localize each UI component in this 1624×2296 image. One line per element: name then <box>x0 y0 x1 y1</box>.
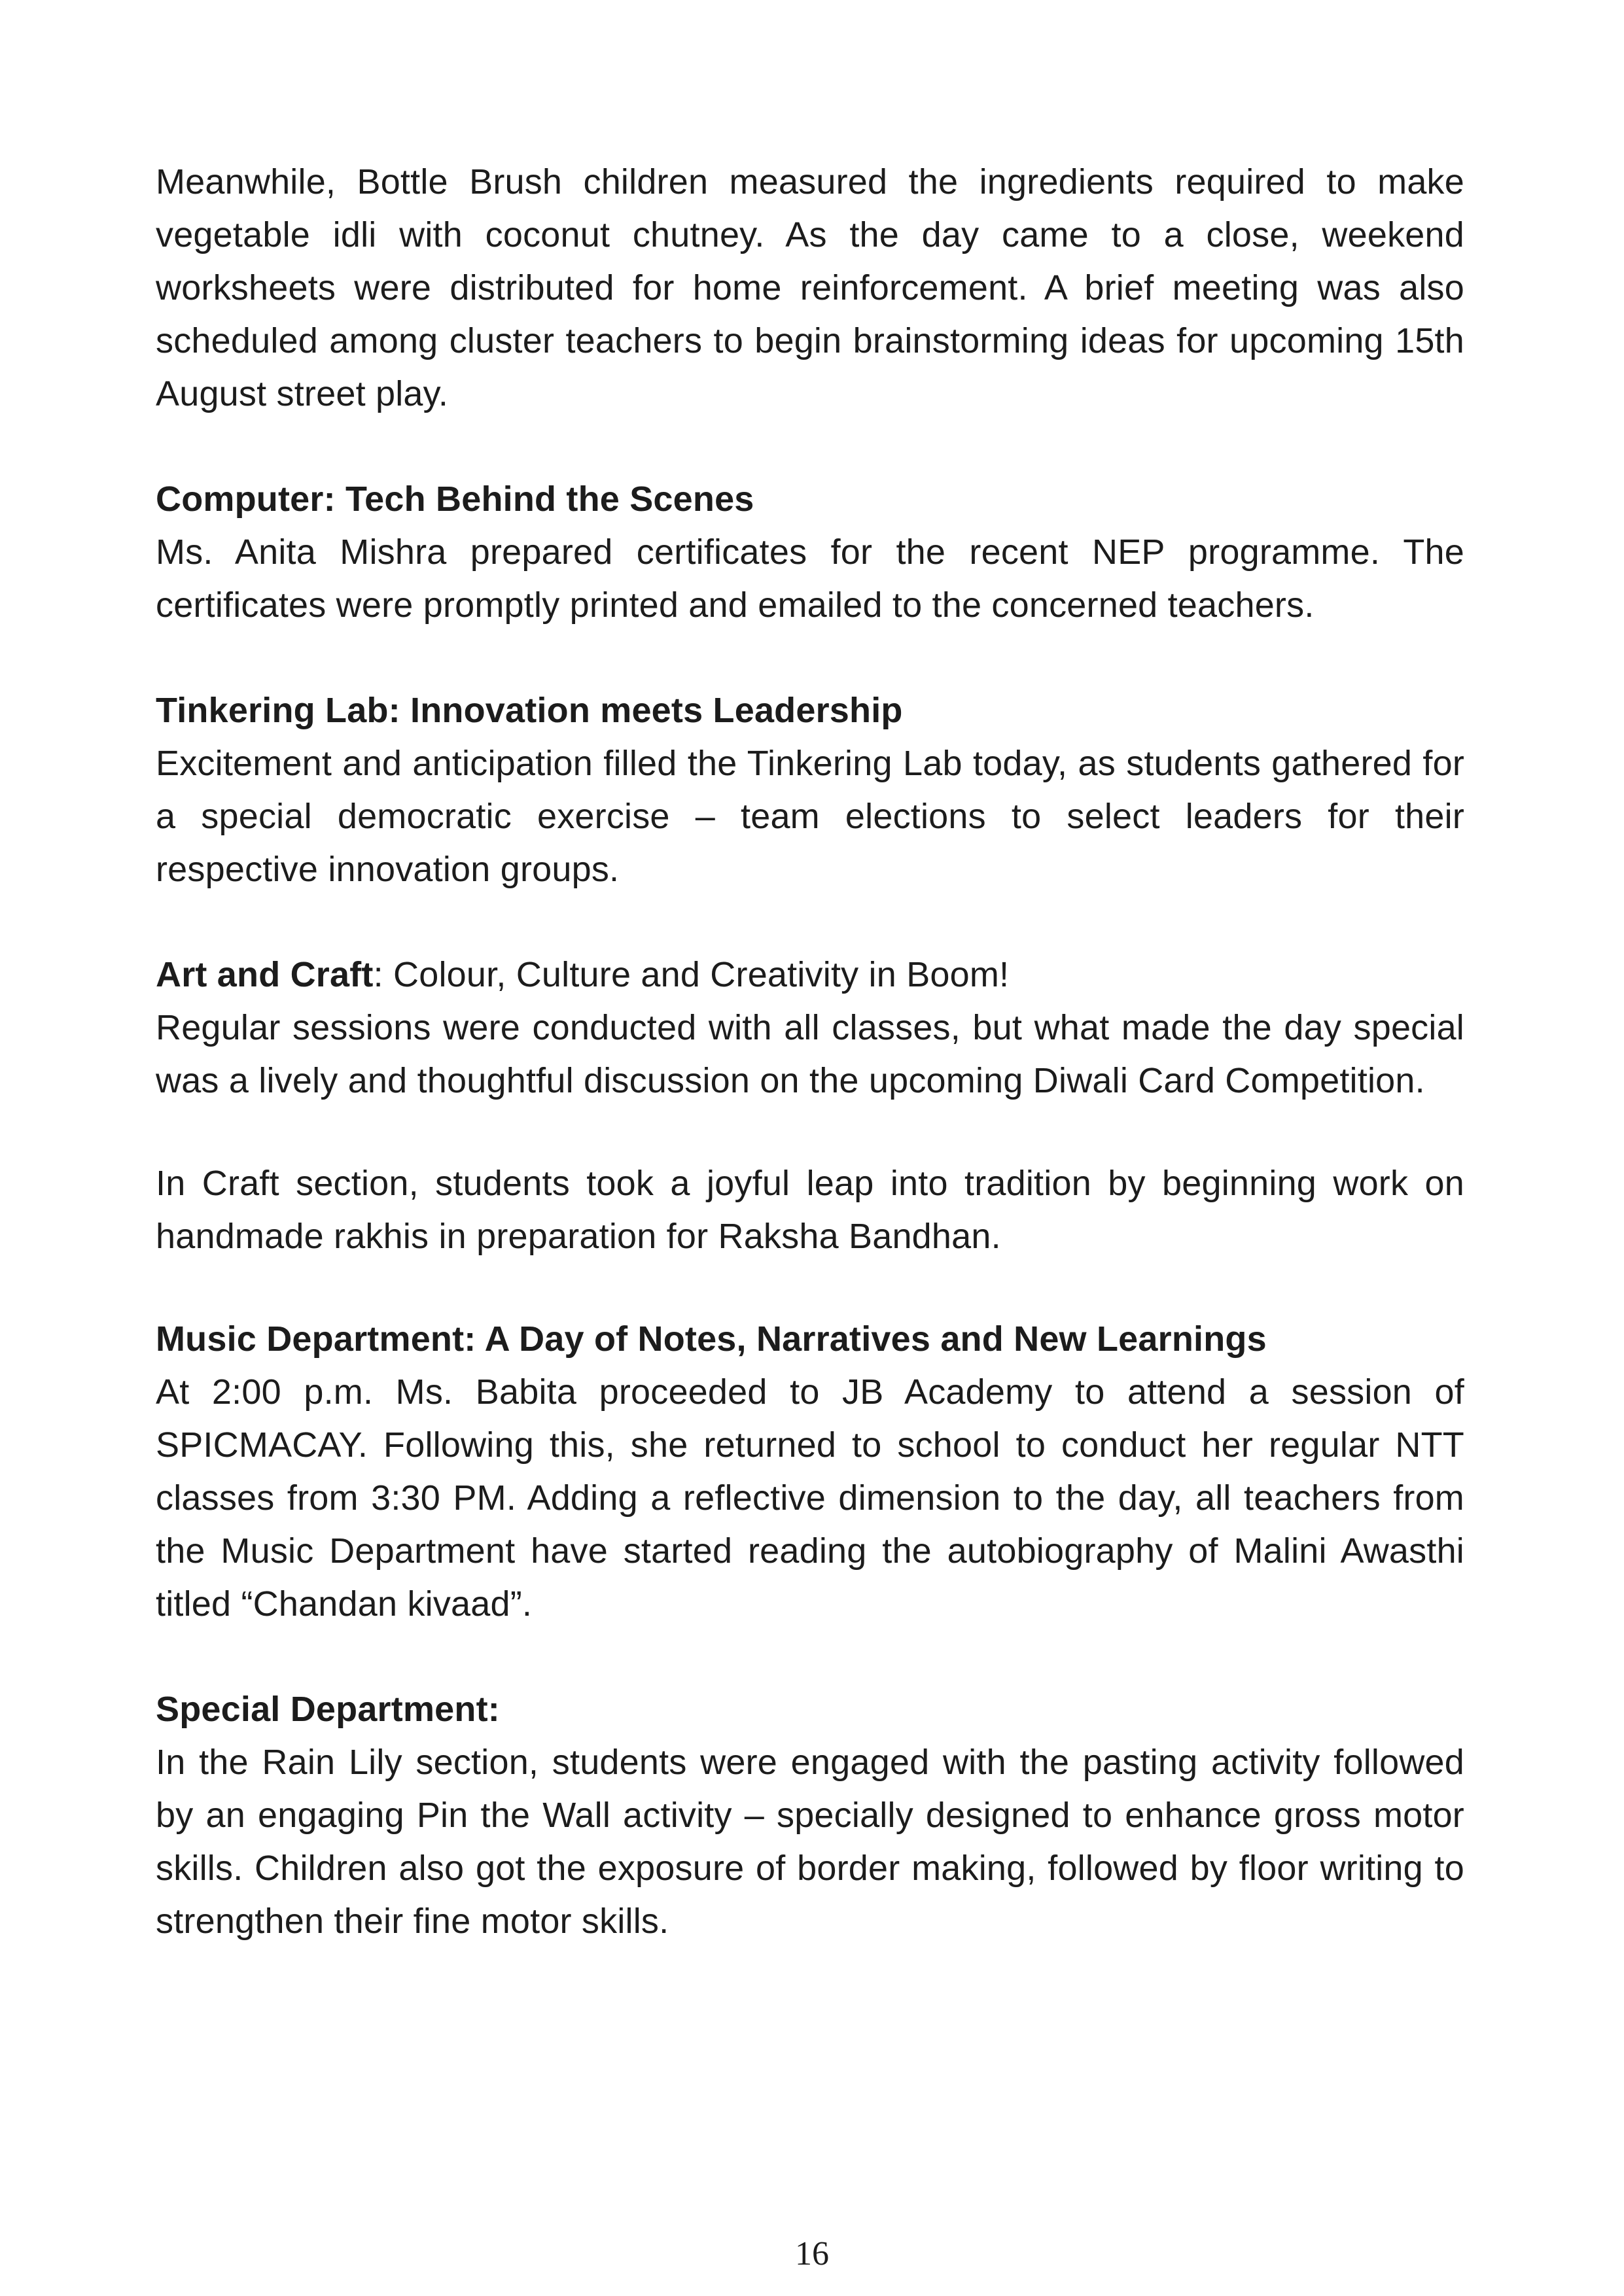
section-heading: Computer: Tech Behind the Scenes <box>156 479 754 519</box>
body-paragraph: Ms. Anita Mishra prepared certificates for the recent NEP programme. The certificates were promptly printed and emailed to the concerned teachers. <box>156 532 1464 625</box>
section-art-and-craft <box>156 948 1464 1107</box>
section-heading <box>156 948 1464 1001</box>
page-content <box>156 156 1464 2000</box>
body-paragraph: In the Rain Lily section, students were engaged with the pasting activity followed by an engaging Pin the Wall activity – specially designed to enhance gross motor skills. Children also got the exposure of border making, followed by floor writing to strengthen their fine motor skills. <box>156 1743 1464 1941</box>
body-paragraph: In Craft section, students took a joyful leap into tradition by beginning work on handmade rakhis in preparation for Raksha Bandhan. <box>156 1164 1464 1256</box>
body-paragraph: Excitement and anticipation filled the Tinkering Lab today, as students gathered for a special democratic exercise – team elections to select leaders for their respective innovation groups. <box>156 744 1464 889</box>
section-heading: Tinkering Lab: Innovation meets Leadership <box>156 691 903 730</box>
section-heading-rest: : Colour, Culture and Creativity in Boom! <box>373 955 1010 994</box>
body-paragraph: Regular sessions were conducted with all classes, but what made the day special was a lively and thoughtful discussion on the upcoming Diwali Card Competition. <box>156 1008 1464 1100</box>
section-computer <box>156 473 1464 632</box>
section-special-department <box>156 1683 1464 1948</box>
section-heading: Special Department: <box>156 1690 500 1729</box>
page-number: 16 <box>795 2235 829 2272</box>
section-tinkering-lab <box>156 684 1464 896</box>
body-paragraph: At 2:00 p.m. Ms. Babita proceeded to JB Academy to attend a session of SPICMACAY. Following this, she returned to school to conduct her regular NTT classes from 3:30 PM. Adding a reflective dimension to the day, all teachers from the Music Department have started reading the autobiography of Malini Awasthi titled “Chandan kivaad”. <box>156 1372 1464 1624</box>
section-heading-bold: Art and Craft <box>156 955 374 994</box>
section-music-department <box>156 1313 1464 1631</box>
body-paragraph: Meanwhile, Bottle Brush children measured the ingredients required to make vegetable idli with coconut chutney. As the day came to a close, weekend worksheets were distributed for home reinforcement. A brief meeting was also scheduled among cluster teachers to begin brainstorming ideas for upcoming 15th August street play. <box>156 162 1464 413</box>
section-heading: Music Department: A Day of Notes, Narratives and New Learnings <box>156 1319 1267 1359</box>
